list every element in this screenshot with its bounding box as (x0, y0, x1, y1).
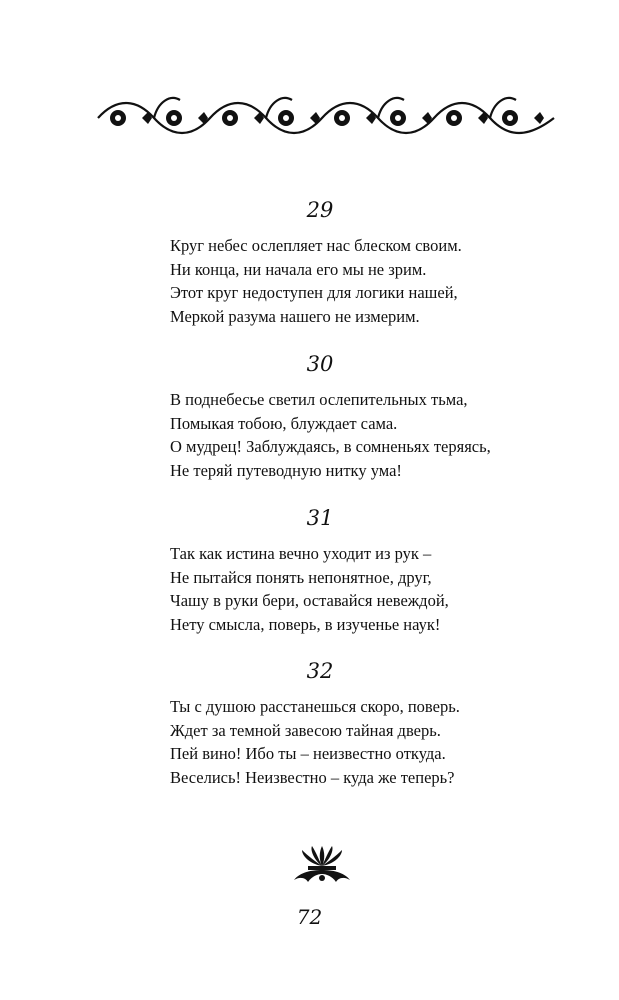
verse-line: Нету смысла, поверь, в изученье наук! (170, 614, 441, 634)
verse-line: Этот круг недоступен для логики нашей, (170, 283, 458, 302)
verse-line: Ни конца, ни начала его мы не зрим. (170, 259, 427, 279)
verse-line: Помыкая тобою, блуждает сама. (170, 413, 398, 433)
verse-line: Не пытайся понять непонятное, друг, (170, 567, 432, 587)
verse-line: Меркой разума нашего не измерим. (170, 306, 420, 326)
palmette-ornament (290, 842, 354, 886)
verse-line: О мудрец! Заблуждаясь, в сомненьях теряясь, (170, 437, 491, 456)
verse-line: Чашу в руки бери, оставайся невеждой, (170, 591, 449, 610)
verse-line: Круг небес ослепляет нас блеском своим. (170, 236, 462, 255)
quatrain-30 (170, 350, 510, 482)
quatrain-number: 29 (306, 198, 334, 222)
page-number: 72 (296, 905, 323, 929)
quatrain-number: 32 (306, 659, 334, 683)
quatrain-32 (170, 657, 510, 789)
verse-line: Веселись! Неизвестно – куда же теперь? (170, 767, 455, 787)
quatrain-number: 31 (306, 506, 334, 530)
vine-scroll-ornament (96, 88, 556, 136)
quatrain-number: 30 (306, 352, 334, 376)
verse-line: Не теряй путеводную нитку ума! (170, 460, 402, 480)
quatrain-31 (170, 504, 510, 636)
verse-line: Так как истина вечно уходит из рук – (170, 544, 432, 563)
quatrain-29 (170, 196, 510, 328)
verse-line: Пей вино! Ибо ты – неизвестно откуда. (170, 744, 446, 763)
verse-line: Ты с душою расстанешься скоро, поверь. (170, 697, 460, 716)
verse-line: Ждет за темной завесою тайная дверь. (170, 720, 441, 740)
verse-line: В поднебесье светил ослепительных тьма, (170, 390, 468, 409)
